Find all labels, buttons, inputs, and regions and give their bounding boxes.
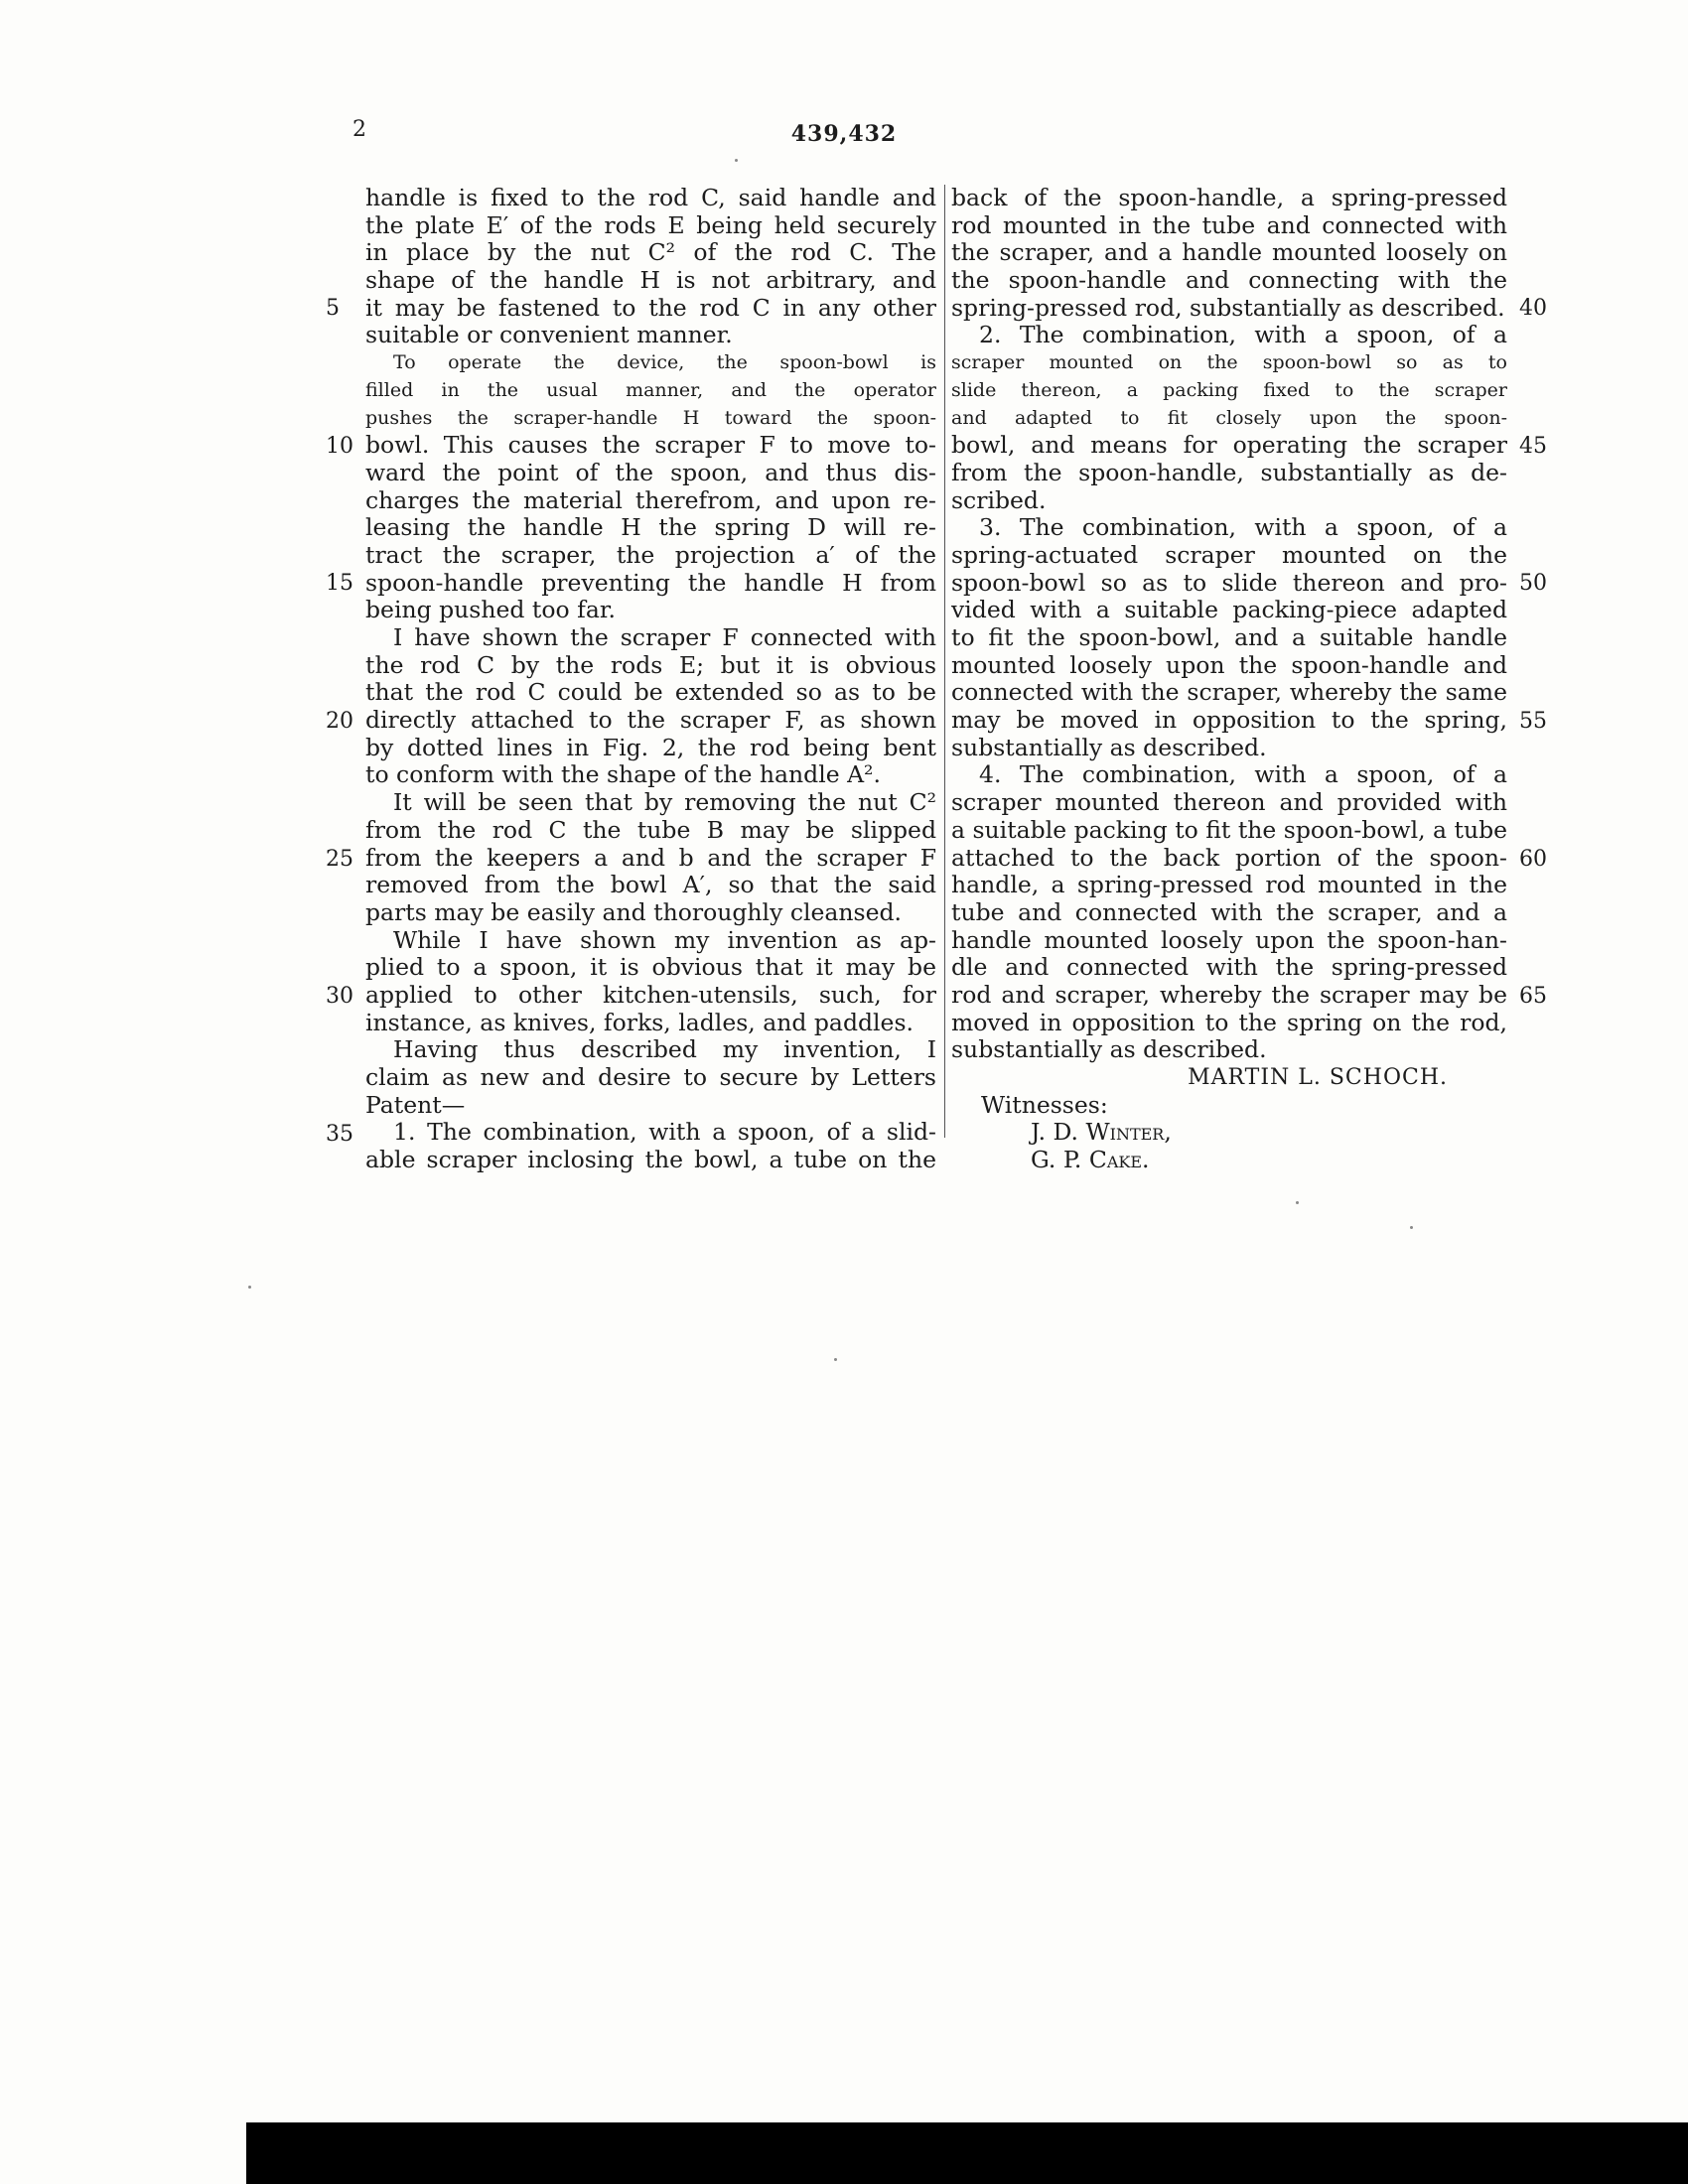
left-column-line: While I have shown my invention as ap- — [393, 926, 936, 954]
right-column-line: slide thereon, a packing fixed to the scraper — [951, 378, 1507, 401]
scan-speck — [1410, 1226, 1413, 1229]
right-column-line: and adapted to fit closely upon the spoon- — [951, 406, 1507, 429]
right-column-line: the spoon-handle and connecting with the — [951, 267, 1507, 295]
left-column-line: spoon-handle preventing the handle H from — [365, 569, 936, 597]
left-column-line: handle is fixed to the rod C, said handle and — [365, 185, 936, 211]
line-number-left: 35 — [326, 1122, 353, 1147]
left-column-line: in place by the nut C² of the rod C. The — [365, 239, 936, 267]
right-column-line: scraper mounted thereon and provided with — [951, 789, 1507, 817]
witness-name: G. P. Cake. — [1031, 1147, 1150, 1174]
line-number-right: 55 — [1519, 709, 1547, 734]
left-column-line: to conform with the shape of the handle A². — [365, 761, 881, 789]
right-column-line: tube and connected with the scraper, and a — [951, 898, 1507, 926]
right-column-line: substantially as described. — [951, 1036, 1267, 1064]
left-column-line: able scraper inclosing the bowl, a tube on the — [365, 1147, 936, 1174]
inventor-signature: MARTIN L. SCHOCH. — [1188, 1065, 1448, 1090]
left-column-line: from the keepers a and b and the scraper F — [365, 844, 936, 872]
left-column-line: parts may be easily and thoroughly cleansed. — [365, 898, 903, 926]
left-column-line: applied to other kitchen-utensils, such, for — [365, 981, 936, 1009]
left-column-line: charges the material therefrom, and upon re- — [365, 486, 936, 514]
left-column-line: It will be seen that by removing the nut C² — [393, 789, 936, 817]
line-number-left: 15 — [326, 571, 353, 596]
right-column-line: 2. The combination, with a spoon, of a — [979, 322, 1507, 349]
right-column-line: mounted loosely upon the spoon-handle and — [951, 651, 1507, 679]
right-column-line: spring-pressed rod, substantially as described. — [951, 294, 1505, 322]
left-column-line: the plate E′ of the rods E being held securely — [365, 211, 936, 239]
left-column-line: I have shown the scraper F connected with — [393, 624, 936, 651]
right-column-line: rod and scraper, whereby the scraper may be — [951, 981, 1507, 1009]
right-column-line: moved in opposition to the spring on the rod, — [951, 1009, 1507, 1036]
left-column-line: ward the point of the spoon, and thus dis- — [365, 459, 936, 486]
scan-speck — [248, 1286, 251, 1289]
right-column-line: attached to the back portion of the spoon- — [951, 844, 1507, 872]
left-column-line: bowl. This causes the scraper F to move to- — [365, 432, 936, 460]
left-column-line: Having thus described my invention, I — [393, 1036, 936, 1064]
line-number-right: 65 — [1519, 984, 1547, 1009]
right-column-line: handle, a spring-pressed rod mounted in the — [951, 872, 1507, 899]
line-number-right: 50 — [1519, 571, 1547, 596]
left-column-line: Patent— — [365, 1091, 466, 1119]
left-column-line: from the rod C the tube B may be slipped — [365, 816, 936, 844]
left-column-line: plied to a spoon, it is obvious that it may be — [365, 954, 936, 982]
right-column-line: scribed. — [951, 486, 1047, 514]
left-column-line: that the rod C could be extended so as to be — [365, 679, 936, 707]
left-column-line: leasing the handle H the spring D will re- — [365, 514, 936, 542]
left-column-line: To operate the device, the spoon-bowl is — [393, 351, 936, 374]
right-column-line: scraper mounted on the spoon-bowl so as to — [951, 351, 1507, 374]
right-column-line: handle mounted loosely upon the spoon-han- — [951, 926, 1507, 954]
left-column-line: instance, as knives, forks, ladles, and paddles. — [365, 1009, 914, 1036]
right-column-line: vided with a suitable packing-piece adapted — [951, 597, 1507, 624]
left-column-line: it may be fastened to the rod C in any other — [365, 294, 936, 322]
right-column-line: rod mounted in the tube and connected with — [951, 211, 1507, 239]
scan-speck — [735, 159, 738, 162]
right-text-column — [951, 185, 1507, 1174]
right-column-line: connected with the scraper, whereby the same — [951, 679, 1507, 707]
line-number-right: 45 — [1519, 434, 1547, 459]
right-column-line: to fit the spoon-bowl, and a suitable handle — [951, 624, 1507, 651]
right-column-line: bowl, and means for operating the scraper — [951, 432, 1507, 460]
page-number: 2 — [352, 117, 366, 142]
line-number-left: 5 — [326, 296, 340, 321]
right-column-line: substantially as described. — [951, 734, 1267, 761]
left-column-line: claim as new and desire to secure by Letters — [365, 1064, 936, 1091]
right-column-line: a suitable packing to fit the spoon-bowl, a tube — [951, 816, 1507, 844]
scan-speck — [834, 1358, 837, 1361]
scan-bottom-border — [246, 2122, 1688, 2184]
left-column-line: by dotted lines in Fig. 2, the rod being bent — [365, 734, 936, 761]
left-column-line: filled in the usual manner, and the operator — [365, 378, 936, 401]
left-column-line: tract the scraper, the projection a′ of the — [365, 541, 936, 569]
left-column-line: removed from the bowl A′, so that the said — [365, 872, 936, 899]
right-column-line: spoon-bowl so as to slide thereon and pro- — [951, 569, 1507, 597]
right-column-line: may be moved in opposition to the spring, — [951, 707, 1507, 735]
line-number-left: 30 — [326, 984, 353, 1009]
line-number-left: 20 — [326, 709, 353, 734]
line-number-left: 25 — [326, 847, 353, 872]
scan-speck — [1296, 1201, 1299, 1204]
column-divider — [944, 185, 945, 1138]
witnesses-label: Witnesses: — [981, 1091, 1108, 1119]
patent-number: 439,432 — [790, 121, 898, 147]
left-column-line: the rod C by the rods E; but it is obvious — [365, 651, 936, 679]
right-column-line: 3. The combination, with a spoon, of a — [979, 514, 1507, 542]
left-column-line: being pushed too far. — [365, 597, 616, 624]
right-column-line: dle and connected with the spring-pressed — [951, 954, 1507, 982]
witness-name: J. D. Winter, — [1031, 1119, 1172, 1147]
left-text-column — [365, 185, 936, 1174]
right-column-line: 4. The combination, with a spoon, of a — [979, 761, 1507, 789]
line-number-left: 10 — [326, 434, 353, 459]
right-column-line: spring-actuated scraper mounted on the — [951, 541, 1507, 569]
right-column-line: the scraper, and a handle mounted loosely on — [951, 239, 1507, 267]
line-number-right: 60 — [1519, 847, 1547, 872]
left-column-line: pushes the scraper-handle H toward the spoon- — [365, 406, 936, 429]
left-column-line: directly attached to the scraper F, as shown — [365, 707, 936, 735]
left-column-line: shape of the handle H is not arbitrary, and — [365, 267, 936, 295]
left-column-line: suitable or convenient manner. — [365, 322, 733, 349]
right-column-line: back of the spoon-handle, a spring-pressed — [951, 185, 1507, 211]
line-number-right: 40 — [1519, 296, 1547, 321]
left-column-line: 1. The combination, with a spoon, of a slid- — [393, 1119, 936, 1147]
right-column-line: from the spoon-handle, substantially as de- — [951, 459, 1507, 486]
